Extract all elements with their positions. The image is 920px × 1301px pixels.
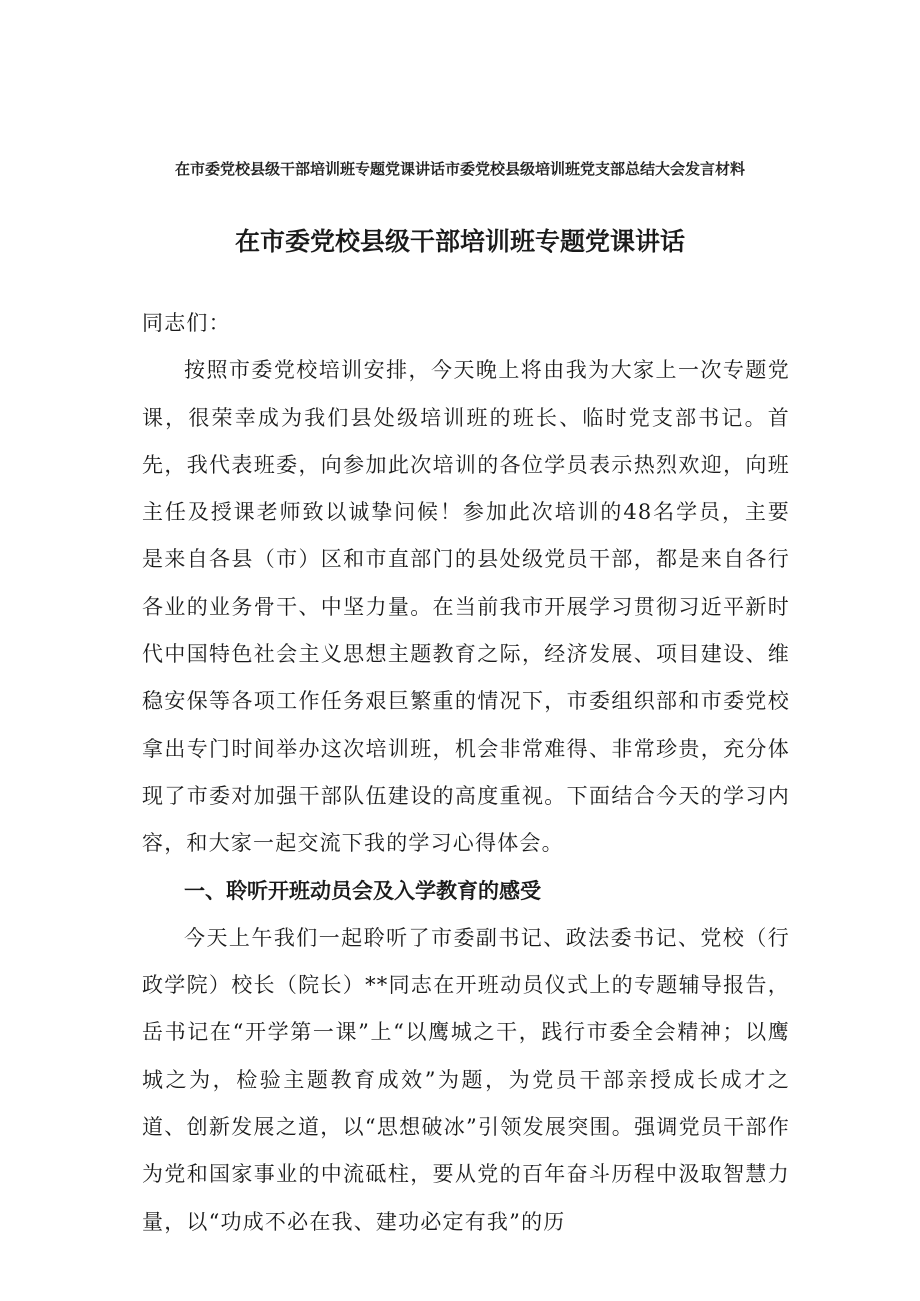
paragraph-intro: 按照市委党校培训安排，今天晚上将由我为大家上一次专题党课，很荣幸成为我们县处级培训班的班长、临时党支部书记。首先，我代表班委，向参加此次培训的各位学员表示热烈欢迎，向班主任及授课老师致以诚挚问候！参加此次培训的48名学员，主要是来自各县（市）区和市直部门的县处级党员干部，都是来自各行各业的业务骨干、中坚力量。在当前我市开展学习贯彻习近平新时代中国特色社会主义思想主题教育之际，经济发展、项目建设、维稳安保等各项工作任务艰巨繁重的情况下，市委组织部和市委党校拿出专门时间举办这次培训班，机会非常难得、非常珍贵，充分体现了市委对加强干部队伍建设的高度重视。下面结合今天的学习内容，和大家一起交流下我的学习心得体会。	[142, 358, 790, 856]
section-heading-1: 一、聆听开班动员会及入学教育的感受	[184, 878, 541, 903]
document-body	[142, 300, 790, 1246]
document-header: 在市委党校县级干部培训班专题党课讲话市委党校县级培训班党支部总结大会发言材料	[174, 160, 745, 178]
paragraph-section-1: 今天上午我们一起聆听了市委副书记、政法委书记、党校（行政学院）校长（院长）**同志在开班动员仪式上的专题辅导报告，岳书记在“开学第一课”上“以鹰城之干，践行市委全会精神；以鹰城之为，检验主题教育成效”为题，为党员干部亲授成长成才之道、创新发展之道，以“思想破冰”引领发展突围。强调党员干部作为党和国家事业的中流砥柱，要从党的百年奋斗历程中汲取智慧力量，以“功成不必在我、建功必定有我”的历	[142, 925, 790, 1234]
salutation: 同志们：	[142, 311, 231, 335]
document-title: 在市委党校县级干部培训班专题党课讲话	[234, 227, 685, 256]
